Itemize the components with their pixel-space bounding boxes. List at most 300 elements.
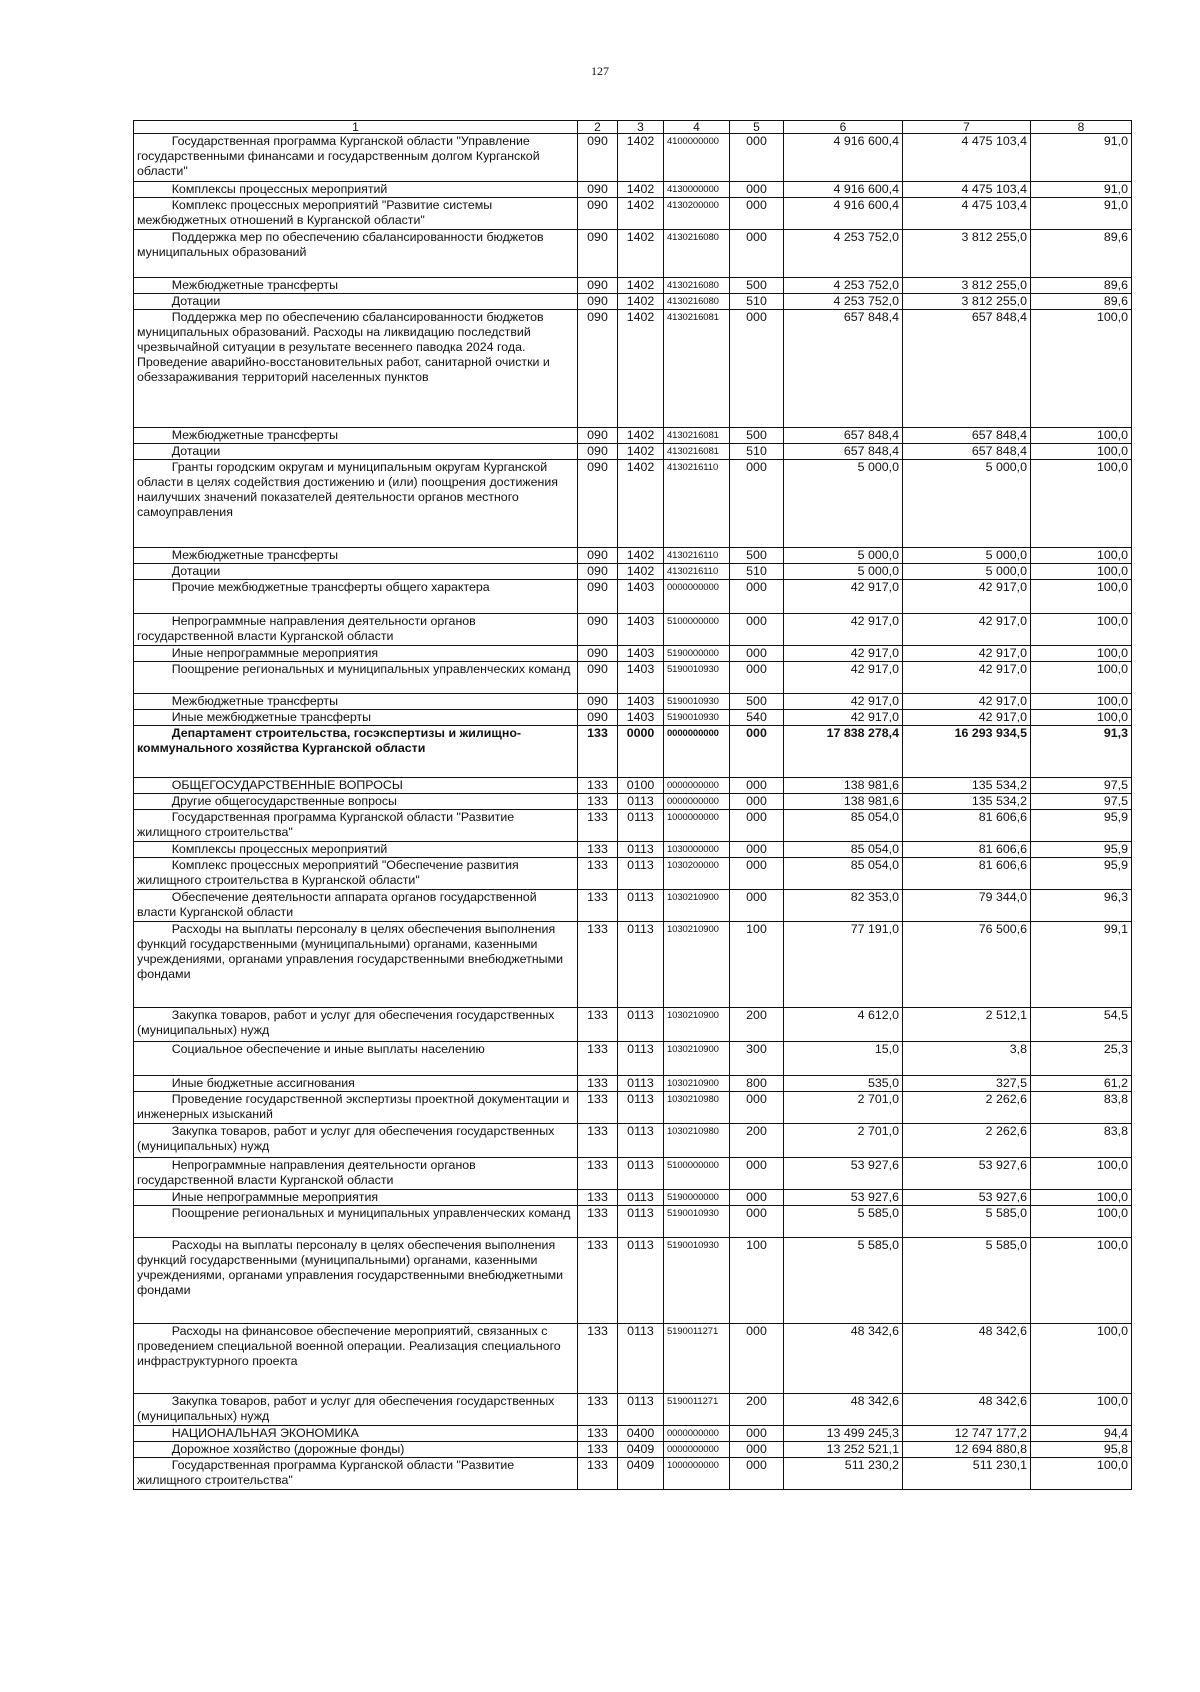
department-code-cell: 090	[578, 548, 618, 564]
execution-percent-cell: 100,0	[1031, 646, 1132, 662]
table-row	[134, 1394, 1132, 1426]
execution-percent-cell: 100,0	[1031, 1458, 1132, 1490]
table-row	[134, 310, 1132, 428]
target-article-cell: 1030210900	[664, 1076, 730, 1092]
expense-type-cell: 000	[730, 580, 784, 614]
target-article-cell: 1030210900	[664, 1042, 730, 1076]
target-article-cell: 1030210900	[664, 1008, 730, 1042]
expense-type-cell: 300	[730, 1042, 784, 1076]
expense-type-cell: 000	[730, 1458, 784, 1490]
actual-amount-cell: 135 534,2	[903, 778, 1031, 794]
actual-amount-cell: 2 262,6	[903, 1124, 1031, 1158]
plan-amount-cell: 42 917,0	[784, 694, 903, 710]
target-article-cell: 5100000000	[664, 1158, 730, 1190]
row-name-cell: Департамент строительства, госэкспертизы и жилищно-коммунального хозяйства Курганской области	[134, 726, 578, 778]
section-code-cell: 0113	[618, 794, 664, 810]
target-article-cell: 1030210900	[664, 890, 730, 922]
execution-percent-cell: 100,0	[1031, 444, 1132, 460]
table-row	[134, 710, 1132, 726]
actual-amount-cell: 3 812 255,0	[903, 294, 1031, 310]
plan-amount-cell: 85 054,0	[784, 810, 903, 842]
expense-type-cell: 000	[730, 890, 784, 922]
table-row	[134, 1042, 1132, 1076]
table-row	[134, 444, 1132, 460]
execution-percent-cell: 89,6	[1031, 278, 1132, 294]
row-name-cell: Поддержка мер по обеспечению сбалансированности бюджетов муниципальных образований	[134, 230, 578, 278]
section-code-cell: 1402	[618, 444, 664, 460]
page-number: 127	[591, 64, 609, 78]
row-name-cell: Иные бюджетные ассигнования	[134, 1076, 578, 1092]
plan-amount-cell: 17 838 278,4	[784, 726, 903, 778]
department-code-cell: 133	[578, 922, 618, 1008]
expense-type-cell: 000	[730, 794, 784, 810]
execution-percent-cell: 91,3	[1031, 726, 1132, 778]
execution-percent-cell: 97,5	[1031, 794, 1132, 810]
table-row	[134, 1008, 1132, 1042]
section-code-cell: 0000	[618, 726, 664, 778]
target-article-cell: 0000000000	[664, 580, 730, 614]
plan-amount-cell: 53 927,6	[784, 1190, 903, 1206]
table-row	[134, 1190, 1132, 1206]
expense-type-cell: 500	[730, 548, 784, 564]
row-name-cell: Межбюджетные трансферты	[134, 694, 578, 710]
expense-type-cell: 500	[730, 278, 784, 294]
department-code-cell: 133	[578, 1042, 618, 1076]
row-name-cell: Иные межбюджетные трансферты	[134, 710, 578, 726]
table-row	[134, 460, 1132, 548]
department-code-cell: 133	[578, 778, 618, 794]
section-code-cell: 0113	[618, 1206, 664, 1238]
plan-amount-cell: 4 253 752,0	[784, 230, 903, 278]
table-row	[134, 778, 1132, 794]
execution-percent-cell: 83,8	[1031, 1124, 1132, 1158]
table-row	[134, 694, 1132, 710]
plan-amount-cell: 4 612,0	[784, 1008, 903, 1042]
plan-amount-cell: 4 916 600,4	[784, 182, 903, 198]
expense-type-cell: 100	[730, 922, 784, 1008]
target-article-cell: 0000000000	[664, 794, 730, 810]
table-row	[134, 614, 1132, 646]
actual-amount-cell: 5 000,0	[903, 460, 1031, 548]
column-header: 2	[578, 121, 618, 134]
row-name-cell: Прочие межбюджетные трансферты общего характера	[134, 580, 578, 614]
target-article-cell: 1030210980	[664, 1092, 730, 1124]
department-code-cell: 090	[578, 646, 618, 662]
plan-amount-cell: 42 917,0	[784, 580, 903, 614]
table-row	[134, 842, 1132, 858]
table-row	[134, 580, 1132, 614]
table-row	[134, 858, 1132, 890]
actual-amount-cell: 76 500,6	[903, 922, 1031, 1008]
section-code-cell: 1402	[618, 428, 664, 444]
target-article-cell: 4100000000	[664, 134, 730, 182]
column-number-row	[134, 121, 1132, 134]
actual-amount-cell: 42 917,0	[903, 662, 1031, 694]
department-code-cell: 133	[578, 1206, 618, 1238]
department-code-cell: 090	[578, 198, 618, 230]
section-code-cell: 0113	[618, 1238, 664, 1324]
actual-amount-cell: 42 917,0	[903, 646, 1031, 662]
table-row	[134, 1238, 1132, 1324]
expense-type-cell: 510	[730, 444, 784, 460]
column-header: 5	[730, 121, 784, 134]
execution-percent-cell: 100,0	[1031, 310, 1132, 428]
row-name-cell: Комплексы процессных мероприятий	[134, 842, 578, 858]
expense-type-cell: 000	[730, 1190, 784, 1206]
target-article-cell: 4130216080	[664, 230, 730, 278]
expense-type-cell: 510	[730, 294, 784, 310]
plan-amount-cell: 2 701,0	[784, 1092, 903, 1124]
department-code-cell: 090	[578, 564, 618, 580]
row-name-cell: Иные непрограммные мероприятия	[134, 1190, 578, 1206]
actual-amount-cell: 3 812 255,0	[903, 278, 1031, 294]
plan-amount-cell: 5 000,0	[784, 564, 903, 580]
plan-amount-cell: 42 917,0	[784, 710, 903, 726]
section-code-cell: 0113	[618, 1076, 664, 1092]
section-code-cell: 1402	[618, 134, 664, 182]
row-name-cell: Дорожное хозяйство (дорожные фонды)	[134, 1442, 578, 1458]
table-row	[134, 294, 1132, 310]
section-code-cell: 0113	[618, 842, 664, 858]
execution-percent-cell: 83,8	[1031, 1092, 1132, 1124]
section-code-cell: 0100	[618, 778, 664, 794]
actual-amount-cell: 657 848,4	[903, 310, 1031, 428]
plan-amount-cell: 77 191,0	[784, 922, 903, 1008]
department-code-cell: 133	[578, 1124, 618, 1158]
execution-percent-cell: 100,0	[1031, 428, 1132, 444]
plan-amount-cell: 13 499 245,3	[784, 1426, 903, 1442]
actual-amount-cell: 53 927,6	[903, 1190, 1031, 1206]
actual-amount-cell: 2 262,6	[903, 1092, 1031, 1124]
expense-type-cell: 000	[730, 842, 784, 858]
plan-amount-cell: 82 353,0	[784, 890, 903, 922]
expense-type-cell: 000	[730, 1206, 784, 1238]
execution-percent-cell: 100,0	[1031, 564, 1132, 580]
plan-amount-cell: 4 916 600,4	[784, 134, 903, 182]
plan-amount-cell: 42 917,0	[784, 646, 903, 662]
expense-type-cell: 100	[730, 1238, 784, 1324]
department-code-cell: 133	[578, 1190, 618, 1206]
plan-amount-cell: 138 981,6	[784, 778, 903, 794]
section-code-cell: 1402	[618, 230, 664, 278]
department-code-cell: 090	[578, 134, 618, 182]
execution-percent-cell: 91,0	[1031, 134, 1132, 182]
actual-amount-cell: 42 917,0	[903, 710, 1031, 726]
plan-amount-cell: 535,0	[784, 1076, 903, 1092]
row-name-cell: Поддержка мер по обеспечению сбалансированности бюджетов муниципальных образований. Расходы на ликвидацию последствий чрезвычайной ситуации в результате весеннего паводка 2024 года. Проведение аварийно-восстановительных работ, санитарной очистки и обеззараживания территорий населенных пунктов	[134, 310, 578, 428]
row-name-cell: Расходы на финансовое обеспечение мероприятий, связанных с проведением специальной военной операции. Реализация специального инфраструктурного проекта	[134, 1324, 578, 1394]
expense-type-cell: 500	[730, 694, 784, 710]
execution-percent-cell: 94,4	[1031, 1426, 1132, 1442]
target-article-cell: 1000000000	[664, 1458, 730, 1490]
column-header: 8	[1031, 121, 1132, 134]
expense-type-cell: 500	[730, 428, 784, 444]
table-row	[134, 726, 1132, 778]
plan-amount-cell: 42 917,0	[784, 614, 903, 646]
expense-type-cell: 000	[730, 778, 784, 794]
actual-amount-cell: 3,8	[903, 1042, 1031, 1076]
row-name-cell: Расходы на выплаты персоналу в целях обеспечения выполнения функций государственными (муниципальными) органами, казенными учреждениями, органами управления государственными внебюджетными фондами	[134, 922, 578, 1008]
plan-amount-cell: 657 848,4	[784, 310, 903, 428]
section-code-cell: 1402	[618, 310, 664, 428]
expense-type-cell: 000	[730, 460, 784, 548]
table-row	[134, 1324, 1132, 1394]
budget-table	[133, 120, 1132, 1490]
table-row	[134, 1076, 1132, 1092]
execution-percent-cell: 100,0	[1031, 1238, 1132, 1324]
plan-amount-cell: 85 054,0	[784, 842, 903, 858]
table-row	[134, 182, 1132, 198]
actual-amount-cell: 657 848,4	[903, 444, 1031, 460]
target-article-cell: 4130216081	[664, 428, 730, 444]
target-article-cell: 1030200000	[664, 858, 730, 890]
section-code-cell: 0113	[618, 1092, 664, 1124]
department-code-cell: 090	[578, 278, 618, 294]
target-article-cell: 4130216081	[664, 310, 730, 428]
expense-type-cell: 000	[730, 1426, 784, 1442]
row-name-cell: Дотации	[134, 444, 578, 460]
target-article-cell: 4130216110	[664, 548, 730, 564]
table-row	[134, 230, 1132, 278]
table-row	[134, 1458, 1132, 1490]
section-code-cell: 0113	[618, 890, 664, 922]
plan-amount-cell: 138 981,6	[784, 794, 903, 810]
table-row	[134, 1426, 1132, 1442]
department-code-cell: 133	[578, 810, 618, 842]
execution-percent-cell: 97,5	[1031, 778, 1132, 794]
department-code-cell: 133	[578, 1238, 618, 1324]
row-name-cell: Расходы на выплаты персоналу в целях обеспечения выполнения функций государственными (муниципальными) органами, казенными учреждениями, органами управления государственными внебюджетными фондами	[134, 1238, 578, 1324]
expense-type-cell: 510	[730, 564, 784, 580]
section-code-cell: 1403	[618, 580, 664, 614]
section-code-cell: 1402	[618, 278, 664, 294]
target-article-cell: 5190010930	[664, 1206, 730, 1238]
section-code-cell: 1402	[618, 198, 664, 230]
row-name-cell: Непрограммные направления деятельности органов государственной власти Курганской области	[134, 1158, 578, 1190]
department-code-cell: 133	[578, 1394, 618, 1426]
expense-type-cell: 540	[730, 710, 784, 726]
execution-percent-cell: 99,1	[1031, 922, 1132, 1008]
row-name-cell: Гранты городским округам и муниципальным округам Курганской области в целях содействия достижению и (или) поощрения достижения наилучших значений показателей деятельности органов местного самоуправления	[134, 460, 578, 548]
department-code-cell: 133	[578, 794, 618, 810]
row-name-cell: НАЦИОНАЛЬНАЯ ЭКОНОМИКА	[134, 1426, 578, 1442]
table-row	[134, 1124, 1132, 1158]
execution-percent-cell: 95,8	[1031, 1442, 1132, 1458]
section-code-cell: 0113	[618, 1394, 664, 1426]
section-code-cell: 1402	[618, 564, 664, 580]
plan-amount-cell: 13 252 521,1	[784, 1442, 903, 1458]
execution-percent-cell: 100,0	[1031, 662, 1132, 694]
row-name-cell: Комплекс процессных мероприятий "Развитие системы межбюджетных отношений в Курганской области"	[134, 198, 578, 230]
row-name-cell: ОБЩЕГОСУДАРСТВЕННЫЕ ВОПРОСЫ	[134, 778, 578, 794]
actual-amount-cell: 48 342,6	[903, 1324, 1031, 1394]
execution-percent-cell: 91,0	[1031, 198, 1132, 230]
section-code-cell: 1402	[618, 294, 664, 310]
table-row	[134, 564, 1132, 580]
column-header: 7	[903, 121, 1031, 134]
execution-percent-cell: 100,0	[1031, 1158, 1132, 1190]
actual-amount-cell: 42 917,0	[903, 580, 1031, 614]
expense-type-cell: 000	[730, 662, 784, 694]
execution-percent-cell: 89,6	[1031, 294, 1132, 310]
expense-type-cell: 200	[730, 1394, 784, 1426]
department-code-cell: 090	[578, 614, 618, 646]
department-code-cell: 133	[578, 1076, 618, 1092]
table-row	[134, 922, 1132, 1008]
department-code-cell: 090	[578, 428, 618, 444]
column-header: 3	[618, 121, 664, 134]
expense-type-cell: 000	[730, 646, 784, 662]
target-article-cell: 4130216110	[664, 564, 730, 580]
department-code-cell: 133	[578, 1458, 618, 1490]
actual-amount-cell: 53 927,6	[903, 1158, 1031, 1190]
target-article-cell: 4130216081	[664, 444, 730, 460]
execution-percent-cell: 100,0	[1031, 710, 1132, 726]
row-name-cell: Государственная программа Курганской области "Развитие жилищного строительства"	[134, 1458, 578, 1490]
department-code-cell: 090	[578, 182, 618, 198]
row-name-cell: Социальное обеспечение и иные выплаты населению	[134, 1042, 578, 1076]
plan-amount-cell: 4 253 752,0	[784, 294, 903, 310]
actual-amount-cell: 5 585,0	[903, 1238, 1031, 1324]
section-code-cell: 1402	[618, 182, 664, 198]
section-code-cell: 1403	[618, 646, 664, 662]
plan-amount-cell: 511 230,2	[784, 1458, 903, 1490]
table-row	[134, 890, 1132, 922]
section-code-cell: 0409	[618, 1458, 664, 1490]
plan-amount-cell: 4 916 600,4	[784, 198, 903, 230]
row-name-cell: Дотации	[134, 294, 578, 310]
row-name-cell: Комплексы процессных мероприятий	[134, 182, 578, 198]
target-article-cell: 5190010930	[664, 1238, 730, 1324]
row-name-cell: Дотации	[134, 564, 578, 580]
actual-amount-cell: 5 000,0	[903, 564, 1031, 580]
section-code-cell: 0113	[618, 1042, 664, 1076]
actual-amount-cell: 42 917,0	[903, 694, 1031, 710]
target-article-cell: 5190000000	[664, 646, 730, 662]
department-code-cell: 090	[578, 444, 618, 460]
target-article-cell: 4130216080	[664, 278, 730, 294]
department-code-cell: 090	[578, 662, 618, 694]
department-code-cell: 090	[578, 710, 618, 726]
target-article-cell: 1000000000	[664, 810, 730, 842]
target-article-cell: 4130000000	[664, 182, 730, 198]
department-code-cell: 090	[578, 694, 618, 710]
section-code-cell: 0113	[618, 1124, 664, 1158]
target-article-cell: 5190010930	[664, 710, 730, 726]
row-name-cell: Закупка товаров, работ и услуг для обеспечения государственных (муниципальных) нужд	[134, 1008, 578, 1042]
expense-type-cell: 000	[730, 198, 784, 230]
actual-amount-cell: 12 747 177,2	[903, 1426, 1031, 1442]
expense-type-cell: 000	[730, 1158, 784, 1190]
row-name-cell: Обеспечение деятельности аппарата органов государственной власти Курганской области	[134, 890, 578, 922]
table-row	[134, 1158, 1132, 1190]
actual-amount-cell: 81 606,6	[903, 858, 1031, 890]
section-code-cell: 0113	[618, 922, 664, 1008]
plan-amount-cell: 5 585,0	[784, 1206, 903, 1238]
expense-type-cell: 200	[730, 1124, 784, 1158]
table-row	[134, 548, 1132, 564]
plan-amount-cell: 42 917,0	[784, 662, 903, 694]
actual-amount-cell: 16 293 934,5	[903, 726, 1031, 778]
execution-percent-cell: 100,0	[1031, 614, 1132, 646]
row-name-cell: Поощрение региональных и муниципальных управленческих команд	[134, 1206, 578, 1238]
section-code-cell: 0113	[618, 810, 664, 842]
plan-amount-cell: 15,0	[784, 1042, 903, 1076]
actual-amount-cell: 2 512,1	[903, 1008, 1031, 1042]
target-article-cell: 4130200000	[664, 198, 730, 230]
execution-percent-cell: 100,0	[1031, 1190, 1132, 1206]
target-article-cell: 0000000000	[664, 726, 730, 778]
target-article-cell: 4130216080	[664, 294, 730, 310]
section-code-cell: 0113	[618, 1190, 664, 1206]
section-code-cell: 0113	[618, 1158, 664, 1190]
department-code-cell: 090	[578, 580, 618, 614]
row-name-cell: Закупка товаров, работ и услуг для обеспечения государственных (муниципальных) нужд	[134, 1394, 578, 1426]
column-header: 6	[784, 121, 903, 134]
actual-amount-cell: 4 475 103,4	[903, 182, 1031, 198]
department-code-cell: 133	[578, 1442, 618, 1458]
execution-percent-cell: 100,0	[1031, 580, 1132, 614]
target-article-cell: 1030000000	[664, 842, 730, 858]
row-name-cell: Государственная программа Курганской области "Развитие жилищного строительства"	[134, 810, 578, 842]
section-code-cell: 1403	[618, 614, 664, 646]
actual-amount-cell: 135 534,2	[903, 794, 1031, 810]
row-name-cell: Закупка товаров, работ и услуг для обеспечения государственных (муниципальных) нужд	[134, 1124, 578, 1158]
row-name-cell: Проведение государственной экспертизы проектной документации и инженерных изысканий	[134, 1092, 578, 1124]
actual-amount-cell: 81 606,6	[903, 842, 1031, 858]
actual-amount-cell: 4 475 103,4	[903, 134, 1031, 182]
section-code-cell: 0409	[618, 1442, 664, 1458]
execution-percent-cell: 100,0	[1031, 548, 1132, 564]
target-article-cell: 1030210900	[664, 922, 730, 1008]
department-code-cell: 090	[578, 294, 618, 310]
execution-percent-cell: 100,0	[1031, 1394, 1132, 1426]
department-code-cell: 133	[578, 842, 618, 858]
actual-amount-cell: 4 475 103,4	[903, 198, 1031, 230]
table-row	[134, 646, 1132, 662]
section-code-cell: 1402	[618, 460, 664, 548]
actual-amount-cell: 42 917,0	[903, 614, 1031, 646]
row-name-cell: Иные непрограммные мероприятия	[134, 646, 578, 662]
target-article-cell: 5190011271	[664, 1324, 730, 1394]
target-article-cell: 4130216110	[664, 460, 730, 548]
row-name-cell: Непрограммные направления деятельности органов государственной власти Курганской области	[134, 614, 578, 646]
execution-percent-cell: 100,0	[1031, 1324, 1132, 1394]
target-article-cell: 5190010930	[664, 662, 730, 694]
plan-amount-cell: 48 342,6	[784, 1394, 903, 1426]
target-article-cell: 5100000000	[664, 614, 730, 646]
department-code-cell: 133	[578, 1324, 618, 1394]
department-code-cell: 090	[578, 310, 618, 428]
execution-percent-cell: 95,9	[1031, 858, 1132, 890]
table-row	[134, 810, 1132, 842]
actual-amount-cell: 79 344,0	[903, 890, 1031, 922]
expense-type-cell: 000	[730, 182, 784, 198]
section-code-cell: 1403	[618, 710, 664, 726]
expense-type-cell: 000	[730, 230, 784, 278]
target-article-cell: 0000000000	[664, 1426, 730, 1442]
plan-amount-cell: 5 585,0	[784, 1238, 903, 1324]
expense-type-cell: 800	[730, 1076, 784, 1092]
department-code-cell: 090	[578, 460, 618, 548]
department-code-cell: 133	[578, 1092, 618, 1124]
actual-amount-cell: 3 812 255,0	[903, 230, 1031, 278]
department-code-cell: 133	[578, 1426, 618, 1442]
actual-amount-cell: 12 694 880,8	[903, 1442, 1031, 1458]
plan-amount-cell: 4 253 752,0	[784, 278, 903, 294]
expense-type-cell: 000	[730, 1092, 784, 1124]
execution-percent-cell: 89,6	[1031, 230, 1132, 278]
